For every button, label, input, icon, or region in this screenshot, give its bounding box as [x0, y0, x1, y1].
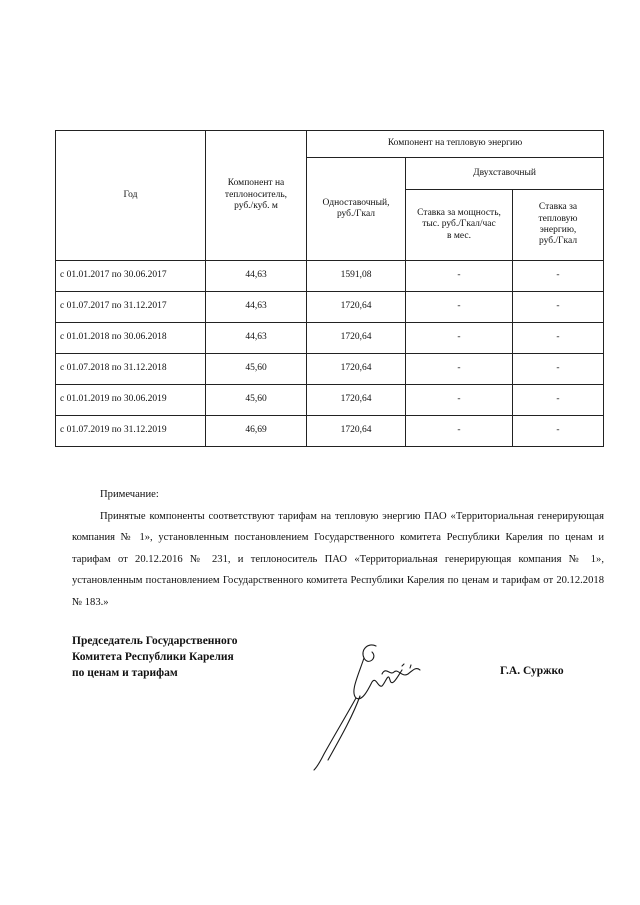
single-rate-cell: 1720,64 — [307, 292, 406, 323]
energy-cell: - — [513, 323, 604, 354]
period-cell: с 01.07.2019 по 31.12.2019 — [56, 416, 206, 447]
note-section — [72, 484, 604, 613]
period-cell: с 01.07.2017 по 31.12.2017 — [56, 292, 206, 323]
table-row — [56, 416, 604, 447]
table-row — [56, 261, 604, 292]
capacity-cell: - — [406, 416, 513, 447]
capacity-cell: - — [406, 292, 513, 323]
note-title: Примечание: — [100, 489, 159, 500]
table-row — [56, 292, 604, 323]
energy-cell: - — [513, 261, 604, 292]
carrier-cell: 44,63 — [206, 323, 307, 354]
carrier-cell: 44,63 — [206, 292, 307, 323]
signatory-name: Г.А. Суржко — [500, 665, 564, 677]
period-cell: с 01.01.2019 по 30.06.2019 — [56, 385, 206, 416]
position-line: Председатель Государственного — [72, 635, 238, 647]
single-rate-cell: 1720,64 — [307, 354, 406, 385]
header-carrier: Компонент на теплоноситель, руб./куб. м — [206, 131, 307, 261]
carrier-cell: 46,69 — [206, 416, 307, 447]
capacity-cell: - — [406, 261, 513, 292]
header-single-rate: Одноставочный, руб./Гкал — [307, 158, 406, 261]
capacity-cell: - — [406, 385, 513, 416]
energy-cell: - — [513, 416, 604, 447]
handwritten-signature — [298, 636, 438, 776]
energy-cell: - — [513, 354, 604, 385]
position-line: по ценам и тарифам — [72, 667, 178, 679]
table-row — [56, 354, 604, 385]
position-line: Комитета Республики Карелия — [72, 651, 234, 663]
table-row — [56, 385, 604, 416]
energy-cell: - — [513, 292, 604, 323]
capacity-cell: - — [406, 323, 513, 354]
header-heat-component: Компонент на тепловую энергию — [307, 131, 604, 158]
period-cell: с 01.07.2018 по 31.12.2018 — [56, 354, 206, 385]
table-row — [56, 323, 604, 354]
single-rate-cell: 1591,08 — [307, 261, 406, 292]
note-text: Принятые компоненты соответствуют тарифам на тепловую энергию ПАО «Территориальная генерирующая компания № 1», установленным постановлением Государственного комитета Республики Карелия по ценам и тарифам от 20.12.2016 № 231, и теплоноситель ПАО «Территориальная генерирующая компания № 1», установленным постановлением Государственного комитета Республики Карелия по ценам и тарифам от 20.12.2018 № 183.» — [72, 510, 604, 608]
header-capacity-rate: Ставка за мощность, тыс. руб./Гкал/час в мес. — [406, 190, 513, 261]
signatory-position — [72, 633, 238, 681]
carrier-cell: 44,63 — [206, 261, 307, 292]
carrier-cell: 45,60 — [206, 385, 307, 416]
tariff-table — [55, 130, 604, 447]
period-cell: с 01.01.2018 по 30.06.2018 — [56, 323, 206, 354]
single-rate-cell: 1720,64 — [307, 416, 406, 447]
capacity-cell: - — [406, 354, 513, 385]
header-year: Год — [56, 131, 206, 261]
single-rate-cell: 1720,64 — [307, 385, 406, 416]
carrier-cell: 45,60 — [206, 354, 307, 385]
header-energy-rate: Ставка за тепловую энергию, руб./Гкал — [513, 190, 604, 261]
period-cell: с 01.01.2017 по 30.06.2017 — [56, 261, 206, 292]
single-rate-cell: 1720,64 — [307, 323, 406, 354]
header-two-part-rate: Двухставочный — [406, 158, 604, 190]
energy-cell: - — [513, 385, 604, 416]
